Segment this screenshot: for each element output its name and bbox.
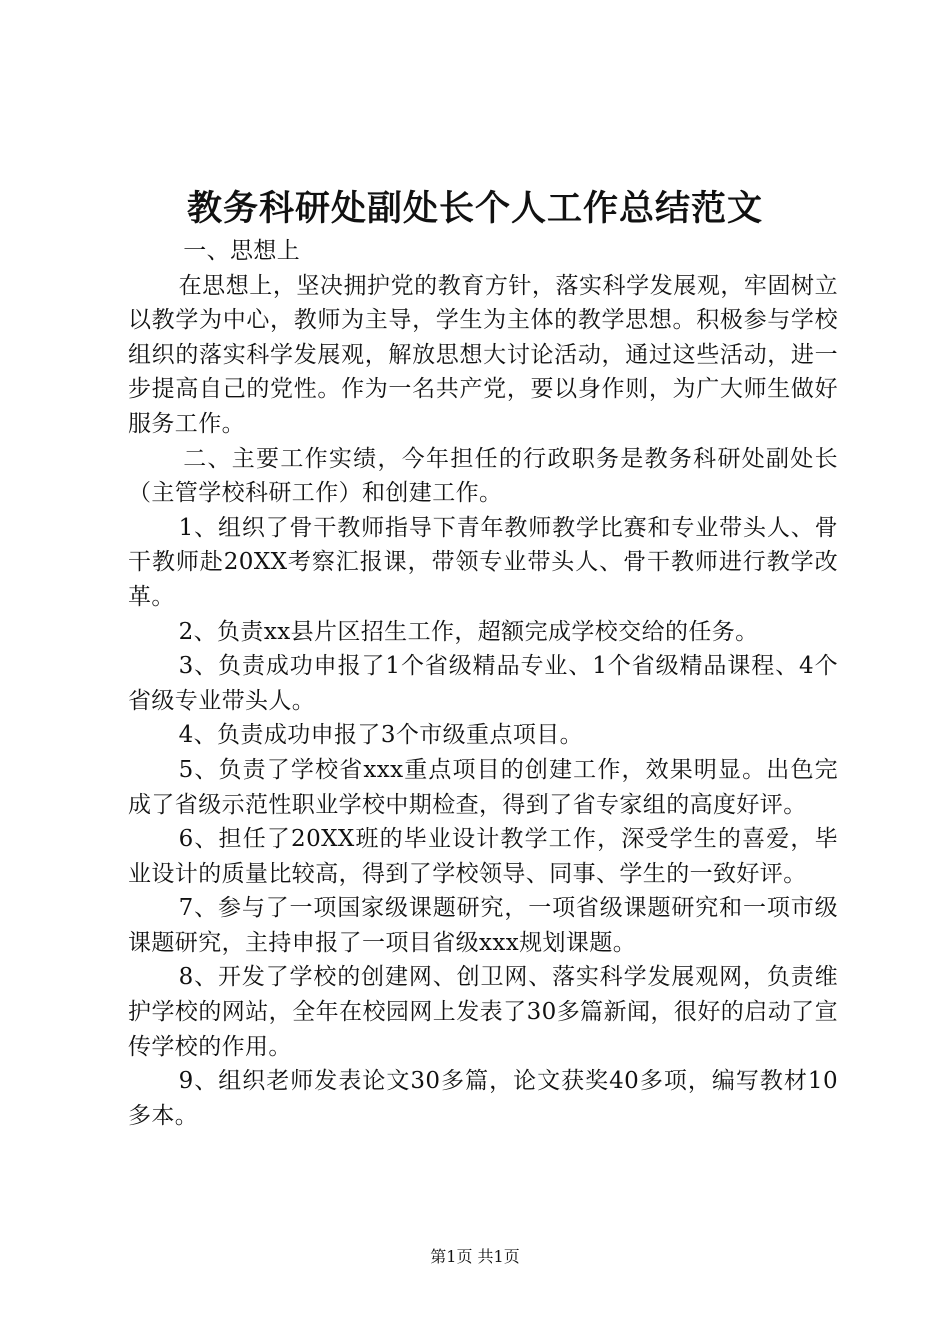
list-item-1: 1、组织了骨干教师指导下青年教师教学比赛和专业带头人、骨干教师赴20XX考察汇报课，带领专业带头人、骨干教师进行教学改革。	[128, 514, 838, 610]
list-item-8: 8、开发了学校的创建网、创卫网、落实科学发展观网，负责维护学校的网站，全年在校园网上发表了30多篇新闻，很好的启动了宣传学校的作用。	[128, 964, 838, 1060]
list-item-4: 4、负责成功申报了3个市级重点项目。	[178, 722, 584, 749]
list-item-2: 2、负责xx县片区招生工作，超额完成学校交给的任务。	[178, 618, 759, 645]
section-heading-achievements: 二、主要工作实绩，今年担任的行政职务是教务科研处副处长（主管学校科研工作）和创建工作。	[128, 445, 838, 507]
list-item-9: 9、组织老师发表论文30多篇，论文获奖40多项，编写教材10多本。	[128, 1068, 838, 1129]
list-item-5: 5、负责了学校省xxx重点项目的创建工作，效果明显。出色完成了省级示范性职业学校中期检查，得到了省专家组的高度好评。	[128, 756, 838, 818]
list-item-7: 7、参与了一项国家级课题研究，一项省级课题研究和一项市级课题研究，主持申报了一项目省级xxx规划课题。	[128, 895, 838, 956]
page-footer: 第1页 共1页	[430, 1247, 520, 1266]
section-heading-ideology: 一、思想上	[183, 238, 301, 264]
paragraph-ideology: 在思想上，坚决拥护党的教育方针，落实科学发展观，牢固树立以教学为中心，教师为主导，学生为主体的教学思想。积极参与学校组织的落实科学发展观，解放思想大讨论活动，通过这些活动，进一步提高自己的党性。作为一名共产党，要以身作则，为广大师生做好服务工作。	[128, 272, 838, 437]
list-item-3: 3、负责成功申报了1个省级精品专业、1个省级精品课程、4个省级专业带头人。	[128, 653, 838, 714]
list-item-6: 6、担任了20XX班的毕业设计教学工作，深受学生的喜爱，毕业设计的质量比较高，得到了学校领导、同事、学生的一致好评。	[128, 826, 838, 887]
document-title: 教务科研处副处长个人工作总结范文	[186, 188, 763, 229]
document-body	[128, 234, 838, 1133]
